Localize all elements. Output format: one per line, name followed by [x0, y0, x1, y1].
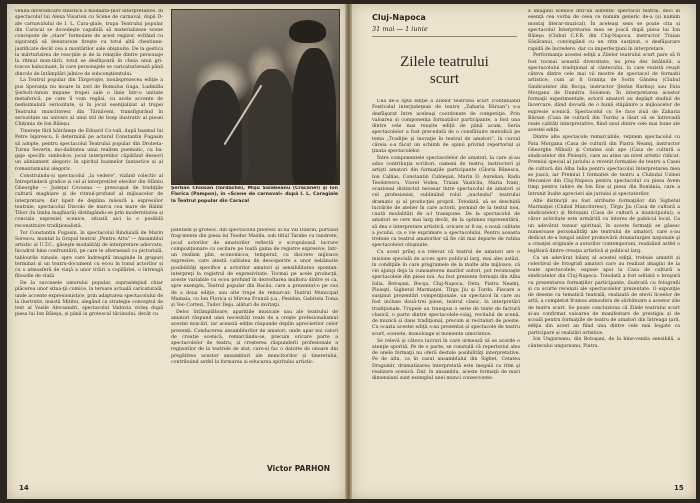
- paragraph: La Teatrul popular din Târgovişte, nouăsprezecea ediţie a pus Speranţa nu moare în zori de Romulus Guga, Ludmilla Şerbolt-Anton impune trupei sale o linie într-o unitate metaforică, pe care îl vom regăsi, cu acele accente de nedisimulată seriozitate, și în jocul esenţializat al trupei Teatrului muncitoresc din Târnăveni, transfigurând în seriozitate un univers al unui stil de hosp ilustrativ al piesei Chiţimia de Ion Băieşu.: [15, 78, 163, 128]
- hat-shape: [289, 20, 326, 43]
- left-page: [7, 4, 345, 499]
- page-number: 14: [19, 484, 29, 492]
- paragraph: Construindu-și spectacolul „la vedere", vizând colectiv al Întreprinderii grafice și cel al interpreților elevilor din Sfântu Gheorghe — Judeţul Covasna — preocupat de tradiţiile culturii maghiare şi de ritmul-profund al mijloacelor de interpretare, dar lipsit de deplina măsură a expresiilor teatrale, spectacolul Discolo de marca cea mare de Bálint Tibor (în limba maghiară) distingându-se prin modernitatea și concizia expresiei scenice, situată aici la o posibilă reconstituire tradiţionalistă.: [15, 173, 163, 229]
- right-column-2: [528, 9, 680, 471]
- paragraph: Tinereţe fără bătrâneţe de Eduard Co-vali, după basmul lui Petre Ispirescu, îi determină pe actorul Constantin Fugasin să adopte, pentru spectacolul Teatrului popular din Drobeta-Turnu Severin, mo-dalitatea unui realism poematic, cu ba-gaje specific simbolice, jocul interpretilor căpătând deseori un aliniament alegoric în spiritul basmelor fantastice și al romantismului alegoric.: [15, 129, 163, 172]
- paragraph: Ca un adevărat bilanţ al acestei ediţii, trebuie amintit și colectivul de fotografi amatori care au realizat imagini de la toate spectacolele, expuse apoi la Casa de cultură a sindicatelor din Cluj-Napoca. Totodată a fost editată o broşură cu prezentarea formaţiilor participante, ilustrată cu fotografii și cu scurte recenzii ale spectacolelor prezentate. O expoziţie de desene cu tematică teatrală, realizată de elevii liceelor de artă, a completat frumos atmosfera de sărbătoare a acestor zile de teatru scurt. Se poate concluziona că Zilele teatrului scurt și-au confirmat valoarea de manifestare de prestigiu și de școală pentru formaţiile de teatru de amatori din întreaga ţară, ediţia din acest an fiind una dintre cele mai bogate ca participare și realizări artistice.: [528, 255, 680, 336]
- paragraph: Între componentele spectacolelor de amatori, la care și-au adus contribuţia scriitori, oameni de teatru, instructori şi artişti amatori din formaţiile participante (Gloria Bănescu, Ion Callias, Constantin Cubleşan, Marin D. Aurelian, Radu Teodorescu, Viorel Vodea, Traian Vasilcău, Maria Ivan), ocazional distinctul necesar între spectacolul de amatori și cel profesionist, subliniind rolul „nucleului" teatrului dramatic și al producţiei proprii. Totodată, să se deschidă lucrările de atelier în care actorii, pornind de la textul nou, caută modalități de a-l transpune. De la spectacolul de amatori se cere mai larg decât, de la optimea reprezentării, să dea o interpretare artistică, oricare ar fi ea, o nouă calitate a jocului, ca o vie exprimare a spectacolului. Pentru aceasta trebuie ca teatrul amatorilor să fie cât mai departe de rutina spectacolelor obişnuite.: [372, 155, 520, 249]
- right-page: [352, 4, 696, 499]
- figure-shape: [292, 48, 335, 184]
- article-title: [372, 54, 517, 88]
- paragraph: a imaginii scenice într-un autentic spectacol teatral, deci în esenţă cea vorba de ceea ce numim generic de-a (și numim montaj literar-muzical). În aceleaşi sens se poate cita și spectacolul Interpretarea mea se joacă după piesa lui Ion Băieşu (Clubul C.F.R. din Cluj-Napoca, instructor Traian Săsăranu), convingând cu un ritm susţinut, o desfăşurare rapidă de încredere, dar cu imperfecţiuni în interpretare.: [528, 9, 680, 52]
- paragraph: venită diversificare stilistică a modalită-ţilor interpretative. În spectacolul lui Alexa Visarion cu Scene de carnaval, după D-ale carnavalului de I. L. Cara-giale, trupa Teatrului popular din Caracal se dovedeşte capabilă să materializeze scene concepute de „stare" formulate de acest regizor, evitând cu siguranţă să denatureze fireşte cu totul altă chestiune-justificate decât cea a montărilor sale obişnuite. De la gestica la mărturisirea de reacţiile și de la relaţiile dintre personaje la ritmul mon-tării, totul se desfăşoară în cheia unui gri-toscos halucinant, în care personajele se caricaturizează până dincolo de întâmplări jalnice de subconştientului.: [15, 9, 163, 77]
- paragraph: Ion Ungureanu, din Botoşani, de la bine-venita sensibilă, a cântecului ungureanu, Piatra.: [528, 337, 680, 349]
- caption-text: Şerban Chiosan (Iordache), Mişu Sălăbeanu (Crăcănel) şi Ion Florica (Pampon), în «Scene de carnaval» după I. L. Caragiale la Teatrul popular din Caracal: [171, 186, 338, 204]
- paragraph: De la succesele umorului popular, suprasimţind chiar plăcerea unor situa-ţii comice, la teroare actuală caricaturală, unde accente expresionistice, prin adaptarea spectacolului de la ilustrativ, insistă Mititei, alegând ca strategie conceptul de text al Vasile Alecsandri, spectacolul Vaduvia vicleş după piesa lui Ion Băieşu, și până la grotescul tăciinului, decât cu: [15, 281, 163, 318]
- paragraph: Deloc întâmplătoare, aparițiile musicale sau ale teatrului de amatori răspund unei necesități reale de a creşte profesionalismul acestei mișcări, iar această ediție răspunde deplin aprecierilor celor prezenți. Conducerea ansamblurilor de amatori, unde apar noi valori de creație scenică, remarcându-se, precum oricare parte a spectacolelor de teatru, și creșterea răspunderii profesionale a regizorilor de la teatrele de stat, care-și fac o datorie de onoare din pregătirea acestor ansambluri ale muncitorilor și tineretului, contribuind astfel la formarea și educarea spiritului artistic.: [171, 309, 338, 365]
- paragraph: Cu acest prilej s-a relevat că teatrul de amatori are o misiune specială de acces spre publicul larg, mai ales astăzi, în condiţiile în care programele de la multe alte mijloace, că cei ajunşi deja la cunoașterea marilor autori, pot recunoaşte spectacolele din piese noi. Au fost prezente formaţii din Alba Iulia, Botoşani, Bocşa, Cluj-Napoca, Deta, Piatra Neamţ, Ploieşti, Sighetul Marmaţiei, Tîrgu Jiu şi Turda. Fiecare a susţinut prezentări competiţionale, un spectacol în care au fost incluse două-trei piese, teatrul clasic, în interpretări tradiţionale. Trupele au transpus o serie de texte de factură clasică, o parte dintre spectacolele-colaj, recitalul de scenă, de muzică și dans tradiţional, precum și recitaluri de poezie. Cu ocazia acestei ediţii s-au prezentat și spectacole de teatru scurt, scenete, monoloage și momente umoristice.: [372, 250, 520, 337]
- paragraph: Tot Constantin Fugasin, în spectacolul Rinduială de Marin Sorescu, montat la Grupul teatral „Pentru Arta" — Ansamblul artistic al U.T.C., găseşte modalităţi de interpretare adecvate, încadrat bine confruntării, pe care le alternează cu pictorială, tablourile vizuale, spre care îndreaptă imaginile în grupuri terminat și un teatru-document cu ecou în tonul actorilor și cu o atmosferă de viaţă a unor trăiri a copilăriei, o întreagă filosofie de viață.: [15, 230, 163, 280]
- paragraph: Dintre alte spectacole remarcabile, reţinem spectacolul cu Fata Morgana (Casa de cultură din Piatra Neamţ, instructor Gheorghe Mihail) şi Cetatea sub ape (Casa de cultură a sindicatelor din Ploieşti), care au atins un nivel artistic ridicat. Premiul special al juriului a revenit formației de teatru a Casei de cultură din Alba Iulia pentru spectacolul Interpretarea mea se joacă, iar Premiul I formației de teatru a Clubului Uzinei Mecanice din Cluj-Napoca pentru spectacolul cu piesa Avem timp pentru iubire de Ion Ene și piesa din România, care a întrunit înalte aprecieri ale juriului și spectatorilor.: [528, 135, 680, 197]
- paragraph: Se relevă și câteva lucruri în care urmează să se acorde o atenţie sporită. Pe de o parte, se constată că repertoriul ales de unele formaţii nu oferă destule posibilităţi interpretative. Pe de alta, ca în cazul ansamblului din Sighet, Cetatea Dragomir, dramatizarea interpretată este inegală ca ritm şi realizare scenică. Dar, în ansamblu, aceste formaţii de mari dimensiuni sunt exemplul unei munci consecvente.: [372, 338, 520, 382]
- book-gutter: [345, 4, 352, 499]
- paragraph: Alte distincţii au fost atribuite formaţiilor din Sighetul Marmaţiei (Clubul Muncitoresc), Tîrgu Jiu (Casa de cultură a sindicatelor) şi Botoşani (Casa de cultură a municipiului), a căror activitate este urmărită cu interes de publicul local. Ca un adevărat tezaur spiritual, în aceste formaţii se găsesc numeroase personalităţi ale teatrului de amatori, care s-au dedicat de-a lungul anilor promovării dramaturgiei naţionale şi a creaţiei originale a autorilor contemporani, realizând astfel o legătură dintre creaţia artistică și publicul larg.: [528, 198, 680, 254]
- paragraph: Cea de-a opta ediţie a Zilelor teatrului scurt (continuând Festivalul interjudeţean de teatru „Zaharia Bârsan") s-a desfăşurat între aceleaşi coordonate de competiţie. Prin valoarea și componența formațiilor participante, a fost una dintre cele mai reușite ediții de până acum. Seria spectacolelor a fost precedată de o consfătuire metodică pe tema „Tradiţie şi inovaţie în teatrul de amatori", în cursul căreia s-a făcut un schimb de opinii privind repertoriul și ţinuta spectacolelor.: [372, 99, 520, 154]
- right-column-1: [372, 99, 520, 467]
- title-line: scurt: [429, 71, 460, 87]
- page-number: 15: [674, 484, 684, 492]
- paragraph: Performanţa acestei ediţii a Zilelor teatrului scurt pare să fi fost tocmai această diversitate, nu prea des întâlnită, a spectacolului tradiţional al cântecului, la care rezistă reuşit câteva dintre cele mai vii mostre de spectacol de formații artistice, cum ar fi Graniţa de Sorin Gândea (Clubul Sindicatelor din Bocşa, instructor Ştefan Barboş) sau Fata Morgana de Dumitru Solomon. În interpretarea acestor formaţii experimentale, actorii amatori au depăşit stadiul de încercare, dând dovadă de o bună stăpânire a mijloacelor de expresie scenică. Spectacolul cu Se face ziuă de Zaharia Bârsan (Casa de cultură din Turda) a lăsat să se întrevadă reale calități interpretative, fiind unul dintre cele mai bune ale acestei ediții.: [528, 53, 680, 134]
- figure-shape: [192, 80, 242, 184]
- left-column-1: [15, 9, 163, 449]
- figure-shape: [249, 69, 296, 184]
- left-column-2: [171, 228, 338, 458]
- photo-caption: [171, 186, 338, 224]
- author-signature: Victor PARHON: [267, 464, 331, 473]
- paragraph: patetism şi grotesc, din spectacolul pitoresc al lui Val Dobrin, purtând frag-mente din piesa lui Teodor Mazilu, sub titlul Tarabe cu tandrete, jocul actorilor de amatorilor reflectă o scrupuloasă lucrare compoziţionare cu oscilare pe toată gama de registre expresive, într-un realism plin, economicos, temperat, cu discrete mijloace expresive, care atestă calitatea de descoperire a unor nebănuite posibilităţi specifice a actorilor amatori şi sensibilitatea spontan-interpreţi la registrul de expresivitate. Tocmai pe acele producţii, aceste variabile cu ecou profund în dezvoltarea multora dintre ei ca, spre exemplu, Teatrul popular din Bacău, care a prezentat-o pe cea de a doua ediţie, sau alte trupe de remarcat: Teatrul Municipal Mamaia, cu Ion Florica și Mircea Frunză ș.a., Pesidan, Gabriela Toma și Teo Cortezi, Tudor Deju, alături de invitaţii.: [171, 228, 338, 308]
- article-dates: 31 mai — 1 iunie: [372, 25, 428, 33]
- title-line: Zilele teatrului: [400, 54, 489, 70]
- theatre-scene-photo: [171, 9, 340, 185]
- article-city: Cluj-Napoca: [372, 13, 426, 22]
- header-rule: [372, 36, 517, 37]
